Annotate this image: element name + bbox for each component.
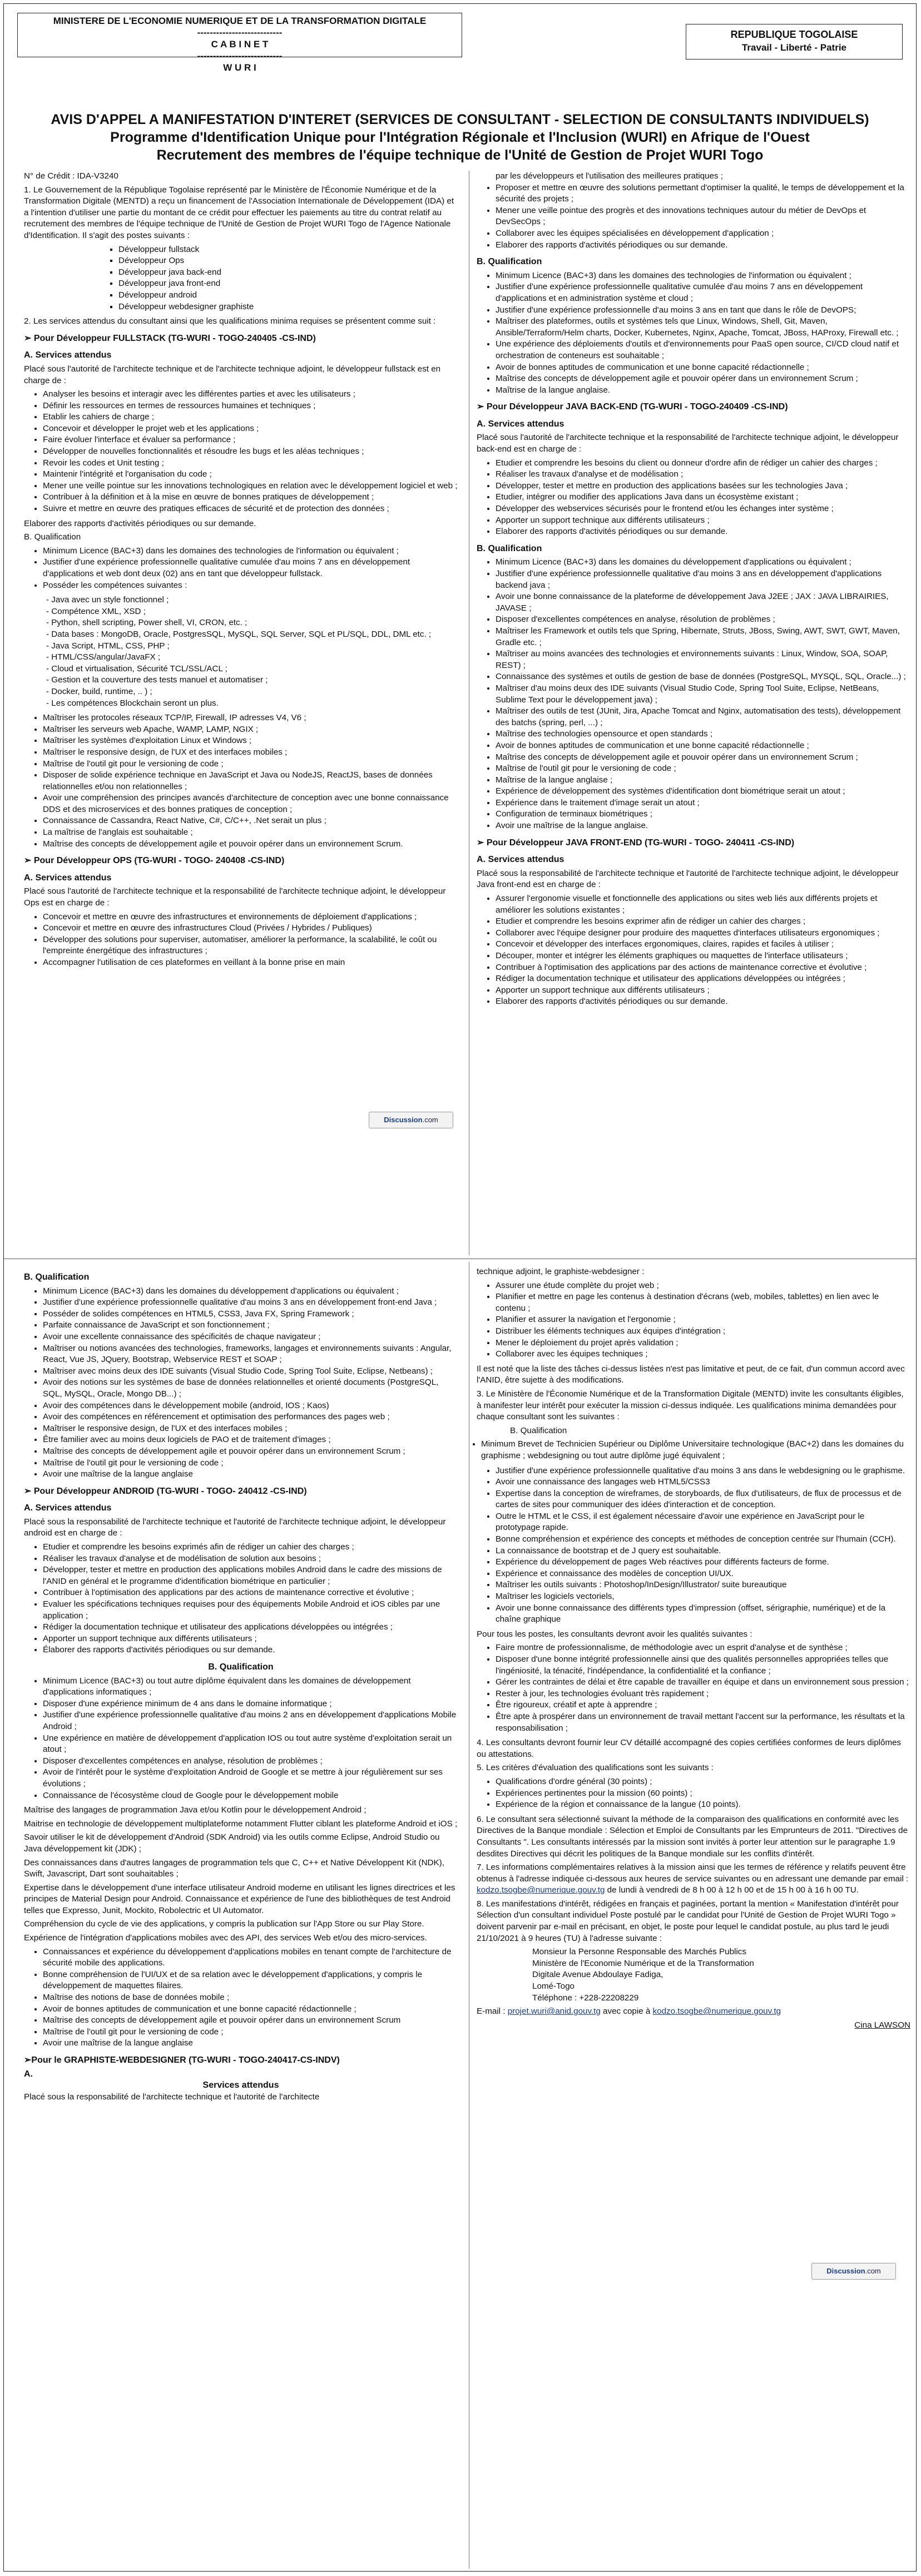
list-item: • Maîtrise des concepts de développement agile et pouvoir opérer dans un environnement Scrum.: [43, 839, 458, 850]
list-item: • Maîtriser des plateformes, outils et systèmes tels que Linux, Windows, Shell, Git, Maven, Ansible/Terraform/Helm charts, Docker, Kubernetes, Nginx, Apache, Tomcat, JBoss, HAProxy, Firewall etc. ;: [496, 316, 910, 339]
list-item: • Avoir une bonne connaissance de la plateforme de développement Java J2EE ; JAX : JAVA LIBRAIRIES, JAVASE ;: [496, 591, 910, 614]
tasks-note: Il est noté que la liste des tâches ci-dessus listées n'est pas limitative et peut, de ce fait, d'un commun accord avec l'ANID, être sujette à des modifications.: [477, 1364, 905, 1385]
list-item: • Développer de nouvelles fonctionnalités et résoudre les bugs et les aléas techniques ;: [43, 446, 458, 458]
qualification-title: B. Qualification: [208, 1662, 274, 1672]
notice-page: [3, 3, 917, 2572]
android-paragraph: Maitrise en technologie de développement multiplateforme notamment Flutter ciblant les plateforme Android et iOS ;: [24, 1819, 458, 1829]
list-item: • Rédiger la documentation technique et utilisateur des applications développées ou intégrées ;: [43, 1622, 458, 1633]
list-item: • Etudier et comprendre les besoins exprimer afin de rédiger un cahier des charges ;: [496, 916, 910, 928]
list-item: • Connaissance de l'écosystème cloud de Google pour le développement mobile: [43, 1790, 458, 1802]
section-title-ops: ➢ Pour Développeur OPS (TG-WURI - TOGO- 240408 -CS-IND): [24, 856, 285, 866]
list-item: • Minimum Licence (BAC+3) dans les domaines du développement d'applications ou équivalent ;: [496, 557, 910, 568]
list-item: • Contribuer à l'optimisation des applications par des actions de maintenance corrective et évolutive ;: [496, 962, 910, 974]
list-item: • Maîtrise de la langue anglaise ;: [496, 775, 910, 786]
list-item: • Concevoir et développer des interfaces ergonomiques, claires, rapides et faciles à utiliser ;: [496, 939, 910, 950]
list-item: - Data bases : MongoDB, Oracle, PostgresSQL, MySQL, SQL Server, SQL et PL/SQL, DDL, DML etc. ;: [46, 629, 458, 641]
list-item: • Maîtrise de l'outil git pour le versioning de code ;: [43, 759, 458, 770]
graphic-webdesigner-min-degree: [477, 1439, 910, 1462]
address-line: Téléphone : +228-22208229: [532, 1993, 639, 2003]
discussion-watermark: [369, 1112, 453, 1128]
ops-qualifications: [477, 270, 910, 397]
section-title-graphic-webdesigner: ➢Pour le GRAPHISTE-WEBDESIGNER (TG-WURI - TOGO-240417-CS-INDV): [24, 2055, 340, 2065]
list-item: • Maîtriser les outils suivants : Photoshop/InDesign/Illustrator/ suite bureautique: [496, 1579, 910, 1591]
section-title-java-backend: ➢ Pour Développeur JAVA BACK-END (TG-WURI - TOGO-240409 -CS-IND): [477, 402, 788, 412]
paragraph-8: 8. Les manifestations d'intérêt, rédigées en français et paginées, portant la mention « Manifestation d'intérêt pour Sélection d'un consultant individuel Poste postulé par le candidat pour l'Unité de Gestion de Projet WURI Togo » doivent parvenir par e-mail en précisant, en objet, le poste pour lequel le candidat postule, au plus tard le jeudi 21/10/2021 à 9 heures (TU) à l'adresse suivante :: [477, 1899, 899, 1943]
credit-number: N° de Crédit : IDA-V3240: [24, 171, 118, 181]
paragraph-4: 4. Les consultants devront fournir leur CV détaillé accompagné des copies certifiées conformes de leurs diplômes ou attestations.: [477, 1738, 902, 1759]
android-tasks: [24, 1542, 458, 1656]
list-item: • Rester à jour, les technologies évoluant très rapidement ;: [496, 1688, 910, 1700]
list-item: • Maîtrise des notions de base de données mobile ;: [43, 1992, 458, 2004]
section-title-java-frontend-label: Pour Développeur JAVA FRONT-END (TG-WURI - TOGO- 240411 -CS-IND): [486, 838, 795, 848]
cabinet-label: C A B I N E T: [211, 39, 269, 49]
discussion-watermark: [811, 2263, 896, 2280]
list-item: • Expertise dans la conception de wireframes, de storyboards, de flux d'utilisateurs, de flux de processus et de cartes de sites pour communiquer des idées d'interaction et de conception.: [496, 1488, 910, 1511]
fullstack-skills: [24, 595, 458, 709]
list-item: • Maîtrise de l'outil git pour le versioning de code ;: [43, 2027, 458, 2038]
list-item: • Élaborer des rapports d'activités périodiques ou sur demande.: [43, 1644, 458, 1656]
list-item: • Minimum Licence (BAC+3) dans les domaines des technologies de l'information ou équivalent ;: [496, 270, 910, 282]
list-item: • Expérience de la région et connaissance de la langue (10 points).: [496, 1799, 910, 1811]
list-item: • Avoir des compétences dans le développement mobile (android, IOS ; Kaos): [43, 1400, 458, 1412]
list-item: • Maîtriser le responsive design, de l'UX et des interfaces mobiles ;: [43, 1423, 458, 1435]
list-item: par les développeurs et l'utilisation des meilleures pratiques ;: [496, 171, 723, 181]
list-item: ▪ Développeur webdesigner graphiste: [118, 301, 458, 313]
list-item: • Bonne compréhension de l'UI/UX et de sa relation avec le développement d'applications, y compris le développement de maquettes filaires.: [43, 1969, 458, 1992]
wuri-label: W U R I: [223, 62, 256, 73]
list-item: • Maîtriser les systèmes d'exploitation Linux et Windows ;: [43, 735, 458, 747]
list-item: - Compétence XML, XSD ;: [46, 606, 458, 618]
section-title-graphic-webdesigner-label: Pour le GRAPHISTE-WEBDESIGNER (TG-WURI - TOGO-240417-CS-INDV): [31, 2055, 340, 2065]
section-title-fullstack-label: Pour Développeur FULLSTACK (TG-WURI - TOGO-240405 -CS-IND): [33, 333, 316, 343]
list-item: • Justifier d'une expérience professionnelle qualitative d'au moins 3 ans dans le webdesigning ou le graphisme.: [496, 1465, 910, 1477]
list-item: • Avoir une compréhension des principes avancés d'architecture de conception avec une bonne connaissance DDS et des microservices et des bonnes pratiques de conception ;: [43, 792, 458, 815]
list-item: • Avoir de bonnes aptitudes de communication et une bonne capacité rédactionnelle ;: [496, 740, 910, 752]
list-item: • Disposer d'une expérience minimum de 4 ans dans le domaine informatique ;: [43, 1698, 458, 1710]
address-line: Digitale Avenue Abdoulaye Fadiga,: [532, 1970, 663, 1980]
list-item: • Etudier et comprendre les besoins exprimés afin de rédiger un cahier des charges ;: [43, 1542, 458, 1553]
qualification-title: B. Qualification: [24, 1272, 90, 1282]
list-item: • Réaliser les travaux d'analyse et de modélisation ;: [496, 469, 910, 480]
list-item: ▪ Développeur fullstack: [118, 244, 458, 256]
section-title-java-backend-label: Pour Développeur JAVA BACK-END (TG-WURI - TOGO-240409 -CS-IND): [486, 402, 788, 412]
postal-address: [477, 1946, 910, 2004]
list-item: - Gestion et la couverture des tests manuel et automatiser ;: [46, 675, 458, 686]
list-item: • Etablir les cahiers de charge ;: [43, 412, 458, 423]
list-item: • Maintenir l'intégrité et l'organisation du code ;: [43, 469, 458, 480]
fullstack-extra-skills: [24, 712, 458, 850]
list-item: • Définir les ressources en termes de ressources humaines et techniques ;: [43, 400, 458, 412]
watermark-text: Discussion: [384, 1116, 423, 1124]
ministry-header: [17, 13, 462, 73]
list-item: • Maîtrise des technologies opensource et open standards ;: [496, 729, 910, 740]
list-item: • Collaborer avec les équipes spécialisées en développement d'application ;: [496, 228, 910, 240]
list-item: • Parfaite connaissance de JavaScript et son fonctionnement ;: [43, 1320, 458, 1331]
list-item: • Connaissance de Cassandra, React Native, C#, C/C++, .Net serait un plus ;: [43, 815, 458, 827]
list-item: • Maîtriser les protocoles réseaux TCP/IP, Firewall, IP adresses V4, V6 ;: [43, 712, 458, 724]
list-item: • Réaliser les travaux d'analyse et de modélisation de solution aux besoins ;: [43, 1553, 458, 1565]
list-item: • Développer des webservices sécurisés pour le frontend et/ou les échanges inter système ;: [496, 503, 910, 515]
list-item: • Maîtriser le responsive design, de l'UX et des interfaces mobiles ;: [43, 747, 458, 759]
list-item: • Disposer d'excellentes compétences en analyse, résolution de problèmes ;: [43, 1756, 458, 1767]
android-qualifications: [24, 1676, 458, 1802]
list-item: • Maîtriser les Framework et outils tels que Spring, Hibernate, Struts, JBoss, Swing, AWT, SWT, GWT, Maven, Gradle etc. ;: [496, 626, 910, 648]
list-item: • Disposer d'une bonne intégrité professionnelle ainsi que des qualités personnelles appropriées telles que l'ingéniosité, la ténacité, l'indépendance, la confidentialité et la confiance ;: [496, 1654, 910, 1677]
java-frontend-qualifications: [24, 1286, 458, 1480]
list-item: • Rédiger la documentation technique et utilisateur des applications développées ou intégrées ;: [496, 973, 910, 985]
recruitment-title: Recrutement des membres de l'équipe technique de l'Unité de Gestion de Projet WURI Togo: [156, 147, 764, 163]
list-item: • Maîtrise de l'outil git pour le versioning de code ;: [43, 1458, 458, 1469]
list-item: • Expérience de développement des systèmes d'identification dont biométrique serait un atout ;: [496, 786, 910, 797]
section-title-java-frontend: ➢ Pour Développeur JAVA FRONT-END (TG-WURI - TOGO- 240411 -CS-IND): [477, 838, 795, 848]
list-item: • Minimum Licence (BAC+3) ou tout autre diplôme équivalent dans les domaines de développement d'applications informatiques ;: [43, 1676, 458, 1698]
graphic-webdesigner-intro-continued: technique adjoint, le graphiste-webdesigner :: [477, 1267, 645, 1276]
header-separator: ---------------------------: [197, 27, 283, 38]
list-item: - Cloud et virtualisation, Sécurité TCL/SSL/ACL ;: [46, 663, 458, 675]
submission-email-link[interactable]: projet.wuri@anid.gouv.tg: [507, 2007, 601, 2017]
ops-intro: Placé sous l'autorité de l'architecte technique et la responsabilité de l'architecte technique adjoint, le développeur Ops est en charge de :: [24, 886, 446, 908]
list-item: • Justifier d'une expérience professionnelle qualitative cumulée d'au moins 7 ans en développement d'applications et en administration système et cloud ;: [496, 281, 910, 304]
list-item: • Suivre et mettre en œuvre des pratiques efficaces de sécurité et de protection des données ;: [43, 503, 458, 515]
list-item: • Concevoir et mettre en œuvre des infrastructures Cloud (Privées / Hybrides / Publiques): [43, 923, 458, 934]
list-item: • Mener une veille pointue sur les innovations technologiques en relation avec le développement logiciel et web ;: [43, 480, 458, 492]
list-item: • Maîtriser ou notions avancées des technologies, frameworks, langages et environnements suivants : Angular, React, Vue JS, JQuery, Bootstrap, Webservice REST et SOAP ;: [43, 1343, 458, 1366]
list-item: • Apporter un support technique aux différents utilisateurs ;: [43, 1633, 458, 1645]
list-item: • Assurer une étude complète du projet web ;: [496, 1280, 910, 1292]
android-paragraph: Savoir utiliser le kit de développement d'Android (SDK Android) via les outils comme Eclipse, Android Studio ou Java développement kit (JDK) ;: [24, 1832, 440, 1854]
list-item: • Découper, monter et intégrer les éléments graphiques ou maquettes de l'interface utilisateurs ;: [496, 950, 910, 962]
list-item: • Connaissance des systèmes et outils de gestion de base de données (PostgreSQL, MYSQL, SQL, Oracle...) ;: [496, 671, 910, 683]
list-item: • Elaborer des rapports d'activités périodiques ou sur demande.: [496, 526, 910, 538]
upper-left-column: [24, 171, 458, 972]
services-title: A. Services attendus: [24, 873, 112, 883]
lower-left-column: [24, 1266, 458, 2105]
paragraph-3: 3. Le Ministère de l'Économie Numérique et de la Transformation Digitale (MENTD) invite les consultants éligibles, à manifester leur intérêt pour exécuter la mission ci-dessus indiquée. Les qualifications minima demandées pour chaque consultant sont les suivantes :: [477, 1389, 904, 1422]
list-item: • Faire montre de professionnalisme, de méthodologie avec un esprit d'analyse et de synthèse ;: [496, 1642, 910, 1654]
list-item: • Avoir une connaissance des langages web HTML5/CSS3: [496, 1477, 910, 1488]
required-qualities: [477, 1642, 910, 1734]
android-paragraph: Compréhension du cycle de vie des applications, y compris la publication sur l'App Store ou sur Play Store.: [24, 1919, 424, 1929]
list-item: • Être apte à prospérer dans un environnement de travail mettant l'accent sur la performance, les résultats et la responsabilisation ;: [496, 1711, 910, 1734]
list-item: • Bonne compréhension et expérience des concepts et méthodes de conception centrée sur l'humain (CCH).: [496, 1534, 910, 1545]
android-extra-skills: [24, 1946, 458, 2049]
list-item: • Expérience dans le traitement d'image serait un atout ;: [496, 797, 910, 809]
list-item: • Maîtrise des concepts de développement agile et pouvoir opérer dans un environnement Scrum: [43, 2015, 458, 2027]
list-item: • Concevoir et développer le projet web et les applications ;: [43, 423, 458, 435]
list-item: • Evaluer les spécifications techniques requises pour des équipements Mobile Android et iOS cibles par une application ;: [43, 1599, 458, 1622]
list-item: • Collaborer avec les équipes techniques ;: [496, 1349, 910, 1360]
posts-list: [24, 244, 458, 313]
android-paragraph: Des connaissances dans d'autres langages de programmation tels que C, C++ et Native Développent Kit (NDK), Swift, Javascript, Dart sont souhaitables ;: [24, 1857, 444, 1879]
list-item: • Apporter un support technique aux différents utilisateurs ;: [496, 515, 910, 527]
list-item: • Maîtriser d'au moins deux des IDE suivants (Visual Studio Code, Spring Tool Suite, Eclipse, NetBeans, Sublime Text pour le développement java) ;: [496, 683, 910, 706]
list-item: • Maîtriser au moins avancées des technologies et environnements suivants : Linux, Window, SOA, SOAP, REST) ;: [496, 648, 910, 671]
upper-right-column: [477, 171, 910, 1011]
list-item: • Maîtrise de l'outil git pour le versioning de code ;: [496, 763, 910, 775]
android-paragraph: Expérience de l'intégration d'applications mobiles avec des API, des services Web et/ou des micro-services.: [24, 1933, 427, 1943]
list-item: ▪ Développeur java front-end: [118, 278, 458, 290]
list-item: - HTML/CSS/angular/JavaFX ;: [46, 652, 458, 663]
list-item: • Minimum Licence (BAC+3) dans les domaines du développement d'applications ou équivalent ;: [43, 1286, 458, 1297]
list-item: • Avoir une maîtrise de la langue anglaise: [43, 1469, 458, 1480]
section-title-ops-label: Pour Développeur OPS (TG-WURI - TOGO- 240408 -CS-IND): [33, 856, 285, 866]
list-item: • Revoir les codes et Unit testing ;: [43, 458, 458, 469]
watermark-text: Discussion: [826, 2267, 865, 2275]
paragraph-5: 5. Les critères d'évaluation des qualifications sont les suivants :: [477, 1763, 714, 1773]
ops-tasks-continued: [477, 171, 910, 251]
email-label: E-mail :: [477, 2007, 506, 2017]
qualification-title: B. Qualification: [24, 532, 81, 542]
list-item: • Avoir une excellente connaissance des spécificités de chaque navigateur ;: [43, 1331, 458, 1343]
paragraph-7-text: 7. Les informations complémentaires relatives à la mission ainsi que les termes de référence y relatifs peuvent être obtenus à l'adresse indiquée ci-dessous aux heures de service suivantes ou en adressant une demande par email :: [477, 1862, 909, 1884]
list-item: • Justifier d'une expérience professionnelle d'au moins 3 ans en tant que dans le rôle de DevOPS;: [496, 305, 910, 316]
list-item: • Justifier d'une expérience professionnelle qualitative cumulée d'au moins 7 ans en développement d'applications et web dont deux (02) ans en tant que développeur fullstack.: [43, 557, 458, 579]
list-item: • Avoir de l'intérêt pour le système d'exploitation Android de Google et se mettre à jour régulièrement sur ses évolutions ;: [43, 1767, 458, 1790]
list-item: • Avoir des notions sur les systèmes de base de données relationnelles et orienté documents (PostgreSQL, SQL, MySQL, Oracle, Mongo DB...) ;: [43, 1377, 458, 1400]
list-item: • Maîtriser des outils de test (JUnit, Jira, Apache Tomcat and Nginx, automatisation des tests), développement des batchs (spring, perl, ...) ;: [496, 706, 910, 729]
list-item: • Maîtriser les serveurs web Apache, WAMP, LAMP, NGIX ;: [43, 724, 458, 736]
list-item: • Posséder de solides compétences en HTML5, CSS3, Java FX, Spring Framework ;: [43, 1309, 458, 1320]
list-item: • Configuration de terminaux biométriques ;: [496, 809, 910, 820]
list-item: • Maîtrise de la langue anglaise.: [496, 385, 910, 397]
list-item: - Python, shell scripting, Power shell, VI, CRON, etc. ;: [46, 617, 458, 629]
list-item: ▪ Développeur Ops: [118, 255, 458, 267]
list-item: ▪ Développeur android: [118, 290, 458, 301]
list-item: • Avoir une maîtrise de la langue anglaise: [43, 2038, 458, 2049]
email-copy-label: avec copie à: [600, 2007, 653, 2017]
list-item: • Posséder les compétences suivantes :: [43, 580, 458, 592]
ops-tasks: [24, 911, 458, 969]
list-item: • Planifier et assurer la navigation et l'ergonomie ;: [496, 1314, 910, 1326]
address-line: Lomé-Togo: [532, 1981, 575, 1992]
list-item: • Développer des solutions pour superviser, automatiser, améliorer la performance, la scalabilité, le coût ou l'empreinte énergétique des infrastructures ;: [43, 934, 458, 957]
list-item: • Expérience et connaissance des modèles de conception UI/UX.: [496, 1568, 910, 1580]
list-item: • Concevoir et mettre en œuvre des infrastructures et environnements de déploiement d'applications ;: [43, 911, 458, 923]
ministry-name: MINISTERE DE L'ECONOMIE NUMERIQUE ET DE LA TRANSFORMATION DIGITALE: [53, 16, 427, 26]
fullstack-tasks: [24, 389, 458, 515]
list-item: • Analyser les besoins et interagir avec les différentes parties et avec les utilisateurs ;: [43, 389, 458, 400]
section-title-android: ➢ Pour Développeur ANDROID (TG-WURI - TOGO- 240412 -CS-IND): [24, 1486, 307, 1496]
list-item: • Avoir une maîtrise de la langue anglaise.: [496, 820, 910, 832]
list-item: - Java Script, HTML, CSS, PHP ;: [46, 641, 458, 652]
list-item: • Expériences pertinentes pour la mission (60 points) ;: [496, 1788, 910, 1800]
list-item: - Java avec un style fonctionnel ;: [46, 595, 458, 606]
paragraph-2: 2. Les services attendus du consultant ainsi que les qualifications minima requises se présentent comme suit :: [24, 316, 436, 326]
list-item: • Une expérience en matière de développement d'application IOS ou tout autre système d'exploitation serait un atout ;: [43, 1733, 458, 1756]
list-item: • Maîtrise des concepts de développement agile et pouvoir opérer dans un environnement Scrum ;: [496, 752, 910, 764]
list-item: • Disposer d'excellentes compétences en analyse, résolution de problèmes ;: [496, 614, 910, 626]
submission-emails: [477, 2006, 910, 2018]
java-backend-qualifications: [477, 557, 910, 831]
services-title: A. Services attendus: [477, 419, 565, 429]
list-item: • Connaissances et expérience du développement d'applications mobiles en tenant compte de l'architecture de sécurité mobile des applications.: [43, 1946, 458, 1969]
list-item: • Elaborer des rapports d'activités périodiques ou sur demande.: [496, 996, 910, 1008]
graphic-webdesigner-tasks: [477, 1280, 910, 1360]
list-item: • Avoir de bonnes aptitudes de communication et une bonne capacité rédactionnelle ;: [43, 2004, 458, 2015]
signature: Cina LAWSON: [854, 2020, 910, 2030]
notice-title: AVIS D'APPEL A MANIFESTATION D'INTERET (SERVICES DE CONSULTANT - SELECTION DE CONSULTANTS INDIVIDUELS): [51, 112, 869, 127]
list-item: • Faire évoluer l'interface et évaluer sa performance ;: [43, 434, 458, 446]
republic-header: [686, 24, 903, 60]
list-item: - Docker, build, runtime, .. ) ;: [46, 686, 458, 698]
list-item: • Assurer l'ergonomie visuelle et fonctionnelle des applications ou sites web liés aux différents projets et améliorer les solutions existantes ;: [496, 893, 910, 916]
list-item: • Apporter un support technique aux différents utilisateurs ;: [496, 985, 910, 997]
list-item: • Accompagner l'utilisation de ces plateformes en veillant à la bonne prise en main: [43, 957, 458, 969]
list-item: • La maîtrise de l'anglais est souhaitable ;: [43, 827, 458, 839]
java-frontend-intro: Placé sous la responsabilité de l'architecte technique et l'autorité de l'architecte technique adjoint, le développeur Java front-end est en charge de :: [477, 868, 899, 890]
java-backend-intro: Placé sous l'autorité de l'architecte technique et la responsabilité de l'architecte technique adjoint, le développeur back-end est en charge de :: [477, 433, 899, 454]
list-item: • Proposer et mettre en œuvre des solutions permettant d'optimiser la qualité, le temps de développement et la sécurité des projets ;: [496, 182, 910, 205]
paragraph-1: 1. Le Gouvernement de la République Togolaise représenté par le Ministère de l'Économie Numérique et de la Transformation Digitale (MENTD) a reçu un financement de l'Association Internationale de Développement (IDA) et a l'intention d'utiliser une partie du montant de ce crédit pour effectuer les paiements au titre du contrat relatif au recrutement des membres de l'équipe technique de l'Unité de Gestion de Projet WURI Togo de l'Agence Nationale d'Identification. Il s'agit des postes suivants :: [24, 185, 454, 240]
list-item: • Gérer les contraintes de délai et être capable de travailler en équipe et dans un environnement sous pression ;: [496, 1677, 910, 1688]
list-item: ▪ Développeur java back-end: [118, 267, 458, 279]
list-item: • Maîtrise des concepts de développement agile et pouvoir opérer dans un environnement Scrum ;: [496, 373, 910, 385]
national-motto: Travail - Liberté - Patrie: [741, 42, 846, 53]
android-paragraph: Expertise dans le développement d'une interface utilisateur Android moderne en utilisant les lignes directrices et les principes de Material Design pour Android. Connaissance et expérience de l'une des bibliothèques de test Android telles que Expresso, Junit, Mockito, Robolectric et UI Automator.: [24, 1883, 455, 1915]
fullstack-tail: Elaborer des rapports d'activités périodiques ou sur demande.: [24, 518, 256, 528]
address-line: Monsieur la Personne Responsable des Marchés Publics: [532, 1947, 746, 1957]
header-separator: ---------------------------: [197, 51, 283, 61]
list-item: - Les compétences Blockchain seront un plus.: [46, 698, 458, 710]
fullstack-intro: Placé sous l'autorité de l'architecte technique et de l'architecte technique adjoint, le développeur fullstack est en charge de :: [24, 364, 441, 385]
fullstack-qualifications: [24, 546, 458, 591]
list-item: • Avoir une bonne connaissance des différents types d'impression (offset, sérigraphie, numérique) et de la chaîne graphique: [496, 1603, 910, 1626]
contact-email-link[interactable]: kodzo.tsogbe@numerique.gouv.tg: [477, 1885, 605, 1895]
paragraph-7-hours: de lundi à vendredi de 8 h 00 à 12 h 00 et de 15 h 00 à 16 h 00 TU.: [605, 1885, 859, 1895]
list-item: • La connaissance de bootstrap et de J query est souhaitable.: [496, 1545, 910, 1557]
list-item: • Développer, tester et mettre en production des applications basées sur les technologies Java ;: [496, 480, 910, 492]
list-item: • Maîtrise des concepts de développement agile et pouvoir opérer dans un environnement Scrum ;: [43, 1446, 458, 1458]
watermark-suffix: .com: [865, 2267, 881, 2275]
list-item: • Minimum Brevet de Technicien Supérieur ou Diplôme Universitaire technologique (BAC+2) dans les domaines du graphisme ; webdesigning ou tout autre diplôme jugé équivalent ;: [481, 1439, 910, 1462]
services-title: A. Services attendus: [24, 350, 112, 360]
list-item: • Outre le HTML et le CSS, il est également nécessaire d'avoir une expérience en JavaScript pour le prototypage rapide.: [496, 1511, 910, 1534]
lower-right-column: [477, 1266, 910, 2033]
paragraph-7: [477, 1862, 910, 1896]
list-item: • Etudier, intégrer ou modifier des applications Java dans un écosystème existant ;: [496, 492, 910, 503]
list-item: • Justifier d'une expérience professionnelle qualitative d'au moins 2 ans en développement d'applications Mobile Android ;: [43, 1710, 458, 1732]
republic-name: REPUBLIQUE TOGOLAISE: [730, 29, 858, 40]
list-item: • Être rigoureux, créatif et apte à apprendre ;: [496, 1700, 910, 1711]
android-paragraph: Maîtrise des langages de programmation Java et/ou Kotlin pour le développement Android ;: [24, 1805, 367, 1815]
list-item: • Avoir des compétences en référencement et optimisation des performances des pages web ;: [43, 1411, 458, 1423]
graphic-webdesigner-intro: Placé sous la responsabilité de l'architecte technique et l'autorité de l'architecte: [24, 2092, 320, 2102]
list-item: • Distribuer les éléments techniques aux équipes d'intégration ;: [496, 1326, 910, 1337]
list-item: • Expérience du développement de pages Web réactives pour différents facteurs de forme.: [496, 1557, 910, 1568]
list-item: • Disposer de solide expérience technique en JavaScript et Java ou NodeJS, ReactJS, bases de données relationnelles et/ou non relationnelles ;: [43, 770, 458, 792]
section-title-fullstack: ➢ Pour Développeur FULLSTACK (TG-WURI - TOGO-240405 -CS-IND): [24, 333, 316, 343]
list-item: • Être familier avec au moins deux logiciels de PAO et de traitement d'images ;: [43, 1434, 458, 1446]
watermark-suffix: .com: [422, 1116, 438, 1124]
list-item: • Développer, tester et mettre en production des applications mobiles Android dans le cadre des missions de l'ANID en général et le programme d'identification biométrique en particulier ;: [43, 1564, 458, 1587]
list-item: • Maîtriser avec moins deux des IDE suivants (Visual Studio Code, Spring Tool Suite, Eclipse, Netbeans) ;: [43, 1366, 458, 1378]
copy-email-link[interactable]: kodzo.tsogbe@numerique.gouv.tg: [652, 2007, 781, 2017]
all-posts-intro: Pour tous les postes, les consultants devront avoir les qualités suivantes :: [477, 1629, 752, 1639]
list-item: • Elaborer des rapports d'activités périodiques ou sur demande.: [496, 240, 910, 251]
services-title: Services attendus: [202, 2080, 279, 2090]
notice-titles: [15, 111, 905, 164]
paragraph-6: 6. Le consultant sera sélectionné suivant la méthode de la comparaison des qualifications en conformité avec les Directives de la Banque mondiale : Sélection et Emploi de Consultants par les Emprunteurs de 2011. "Directives de Consultants ". Les consultants intéressés par la mission sont invités à porter leur attention sur le paragraphe 1.9 desdites Directives qui décrit les politiques de la Banque mondiale sur les conflits d'intérêt.: [477, 1814, 908, 1859]
qualification-title: B. Qualification: [510, 1425, 567, 1435]
list-item: • Minimum Licence (BAC+3) dans les domaines des technologies de l'information ou équivalent ;: [43, 546, 458, 557]
android-intro: Placé sous la responsabilité de l'architecte technique et l'autorité de l'architecte technique adjoint, le développeur android est en charge de :: [24, 1517, 446, 1538]
graphic-webdesigner-qualifications: [477, 1465, 910, 1626]
list-item: • Mener le déploiement du projet après validation ;: [496, 1337, 910, 1349]
list-item: • Mener une veille pointue des progrès et des innovations techniques autour du métier de DevOps et DevSecOps ;: [496, 205, 910, 228]
program-title: Programme d'Identification Unique pour l'Intégration Régionale et l'Inclusion (WURI) en Afrique de l'Ouest: [110, 130, 810, 145]
list-item: • Justifier d'une expérience professionnelle qualitative d'au moins 3 ans en développement front-end Java ;: [43, 1297, 458, 1309]
list-item: • Qualifications d'ordre général (30 points) ;: [496, 1776, 910, 1788]
list-item: • Planifier et mettre en page les contenus à destination d'écrans (web, mobiles, tablettes) en lien avec le contenu ;: [496, 1291, 910, 1314]
list-item: • Etudier et comprendre les besoins du client ou donneur d'ordre afin de rédiger un cahier des charges ;: [496, 458, 910, 469]
list-item: • Une expérience des déploiements d'outils et d'environnements pour PaaS open source, CI/CD cloud natif et orchestration de conteneurs est souhaitable ;: [496, 339, 910, 361]
list-item: • Contribuer à l'optimisation des applications par des actions de maintenance corrective et évolutive ;: [43, 1587, 458, 1599]
list-item: • Maîtriser les logiciels vectoriels,: [496, 1591, 910, 1603]
java-backend-tasks: [477, 458, 910, 538]
services-title: A. Services attendus: [24, 1503, 112, 1513]
list-item: • Contribuer à la définition et à la mise en œuvre de bonnes pratiques de développement ;: [43, 492, 458, 503]
list-item: • Justifier d'une expérience professionnelle qualitative d'au moins 3 ans en développement d'applications backend java ;: [496, 568, 910, 591]
services-title: A. Services attendus: [477, 855, 565, 865]
list-item: • Avoir de bonnes aptitudes de communication et une bonne capacité rédactionnelle ;: [496, 362, 910, 374]
address-line: Ministère de l'Economie Numérique et de la Transformation: [532, 1958, 754, 1968]
section-title-android-label: Pour Développeur ANDROID (TG-WURI - TOGO- 240412 -CS-IND): [33, 1486, 307, 1496]
evaluation-criteria: [477, 1776, 910, 1811]
qualification-title: B. Qualification: [477, 257, 542, 267]
list-item: • Collaborer avec l'équipe designer pour produire des maquettes d'interfaces utilisateurs ergonomiques ;: [496, 928, 910, 939]
qualification-title: B. Qualification: [477, 543, 542, 553]
java-frontend-tasks: [477, 893, 910, 1008]
services-letter: A.: [24, 2069, 33, 2079]
